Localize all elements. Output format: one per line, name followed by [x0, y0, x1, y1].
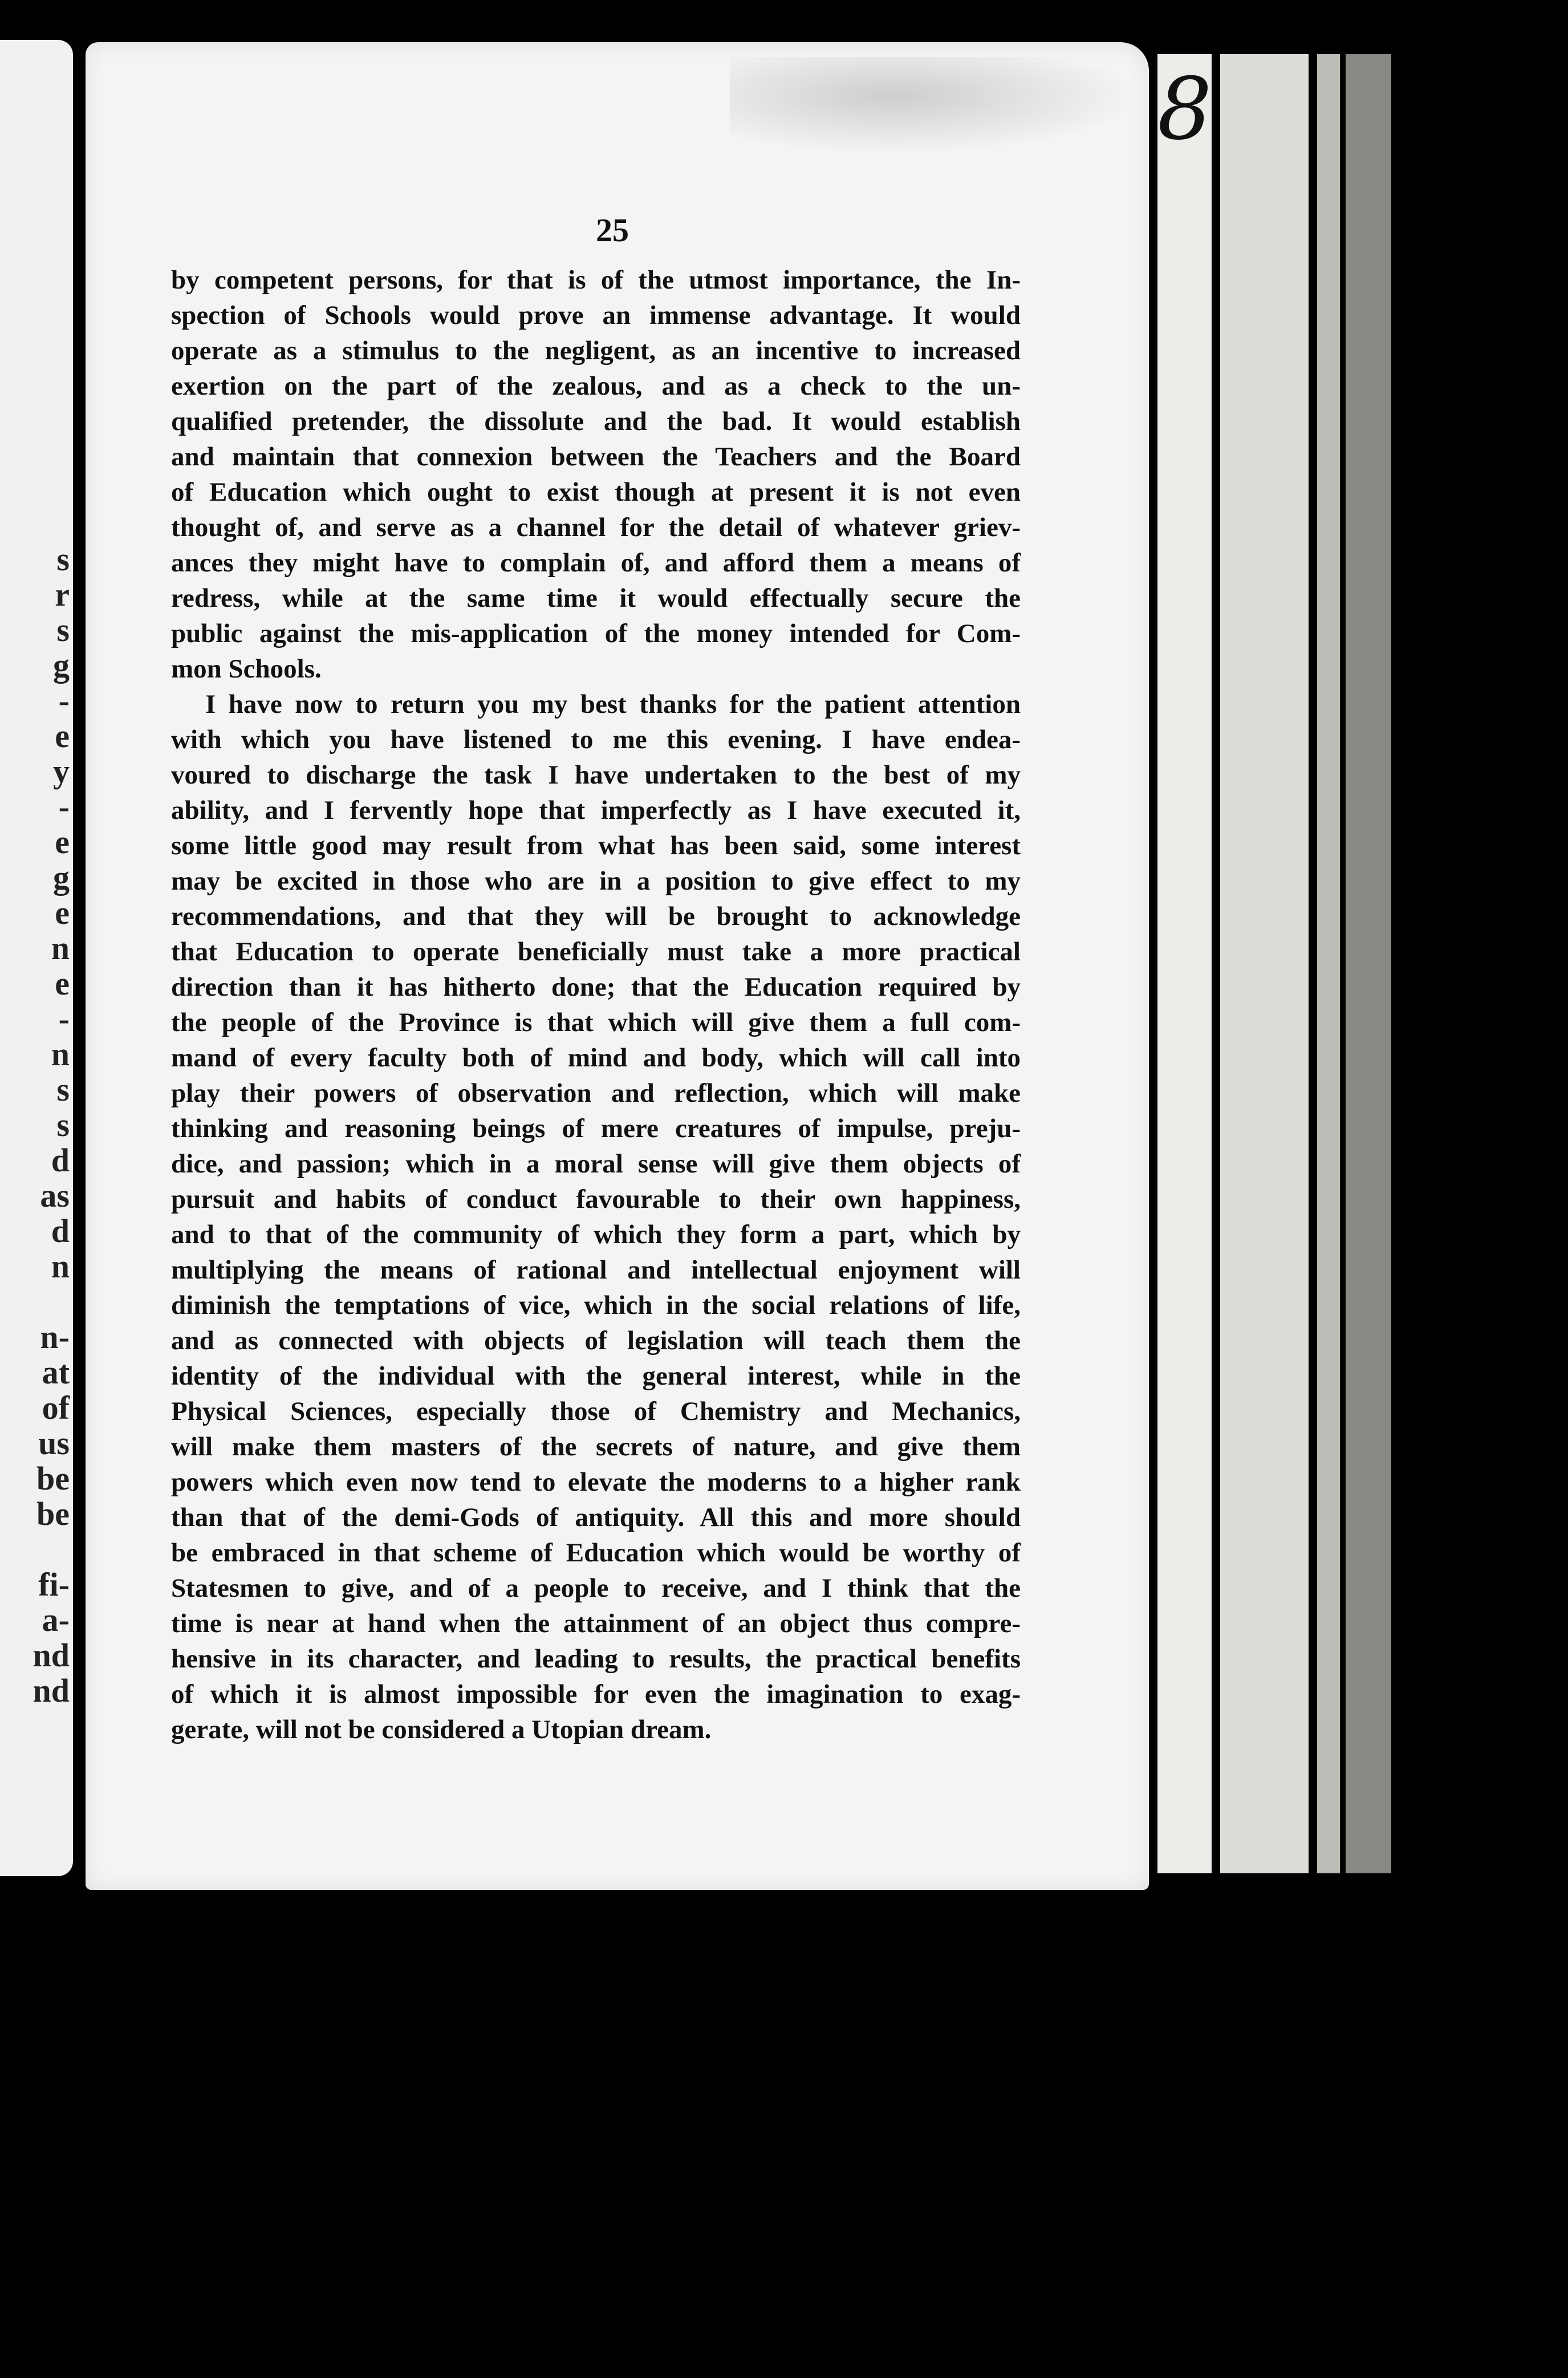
text-line: and maintain that connexion between the Teachers and the Board — [171, 442, 1021, 472]
facing-page-fragment: g — [53, 859, 70, 896]
facing-page-fragment: e — [55, 894, 70, 931]
text-line: thinking and reasoning beings of mere creatures of impulse, preju- — [171, 1114, 1021, 1143]
text-line: some little good may result from what has been said, some interest — [171, 831, 1021, 861]
text-line: hensive in its character, and leading to results, the practical benefits — [171, 1644, 1021, 1674]
facing-page-fragment: n — [51, 1036, 70, 1073]
text-line: voured to discharge the task I have undertaken to the best of my — [171, 760, 1021, 790]
text-line: play their powers of observation and reflection, which will make — [171, 1078, 1021, 1108]
facing-page-fragment: d — [51, 1142, 70, 1179]
facing-page — [0, 40, 73, 1876]
text-line: mon Schools. — [171, 654, 322, 684]
text-line: operate as a stimulus to the negligent, as an incentive to increased — [171, 336, 1021, 366]
text-line: gerate, will not be considered a Utopian dream. — [171, 1715, 712, 1744]
facing-page-fragment: as — [40, 1177, 70, 1214]
text-line: qualified pretender, the dissolute and the bad. It would establish — [171, 407, 1021, 436]
text-line: I have now to return you my best thanks for the patient attention — [205, 689, 1021, 719]
text-line: time is near at hand when the attainment of an object thus compre- — [171, 1609, 1021, 1638]
text-line: by competent persons, for that is of the utmost importance, the In- — [171, 265, 1021, 295]
facing-page-fragment: n- — [40, 1318, 70, 1356]
page-number: 25 — [596, 212, 629, 249]
facing-page-fragment: be — [36, 1495, 70, 1532]
text-line: ability, and I fervently hope that imperfectly as I have executed it, — [171, 796, 1021, 825]
facing-page-fragment: be — [36, 1460, 70, 1497]
text-line: thought of, and serve as a channel for the detail of whatever griev- — [171, 513, 1021, 542]
facing-page-fragment: n — [51, 930, 70, 967]
facing-page-fragment: n — [51, 1248, 70, 1285]
text-line: spection of Schools would prove an immense advantage. It would — [171, 301, 1021, 330]
facing-page-fragment: us — [38, 1425, 70, 1462]
text-line: may be excited in those who are in a position to give effect to my — [171, 866, 1021, 896]
text-line: and to that of the community of which they form a part, which by — [171, 1220, 1021, 1249]
text-line: pursuit and habits of conduct favourable to their own happiness, — [171, 1184, 1021, 1214]
facing-page-fragment: s — [56, 611, 70, 648]
facing-page-fragment: y — [53, 753, 70, 790]
facing-page-fragment: s — [56, 1071, 70, 1108]
facing-page-fragment: g — [53, 647, 70, 684]
text-line: be embraced in that scheme of Education which would be worthy of — [171, 1538, 1021, 1568]
facing-page-fragment — [2, 1284, 70, 1320]
text-line: multiplying the means of rational and intellectual enjoyment will — [171, 1255, 1021, 1285]
facing-page-fragment: fi- — [38, 1566, 70, 1603]
text-line: mand of every faculty both of mind and body, which will call into — [171, 1043, 1021, 1073]
text-line: of Education which ought to exist though at present it is not even — [171, 477, 1021, 507]
text-line: with which you have listened to me this evening. I have endea- — [171, 725, 1021, 754]
facing-page-fragment: nd — [33, 1637, 70, 1674]
text-line: redress, while at the same time it would effectually secure the — [171, 583, 1021, 613]
facing-page-fragment: at — [42, 1354, 70, 1391]
text-line: Statesmen to give, and of a people to receive, and I think that the — [171, 1573, 1021, 1603]
handwritten-folio-mark: 8 — [1157, 60, 1212, 159]
page-stack-edge — [1220, 54, 1309, 1873]
text-line: ances they might have to complain of, and afford them a means of — [171, 548, 1021, 578]
facing-page-fragment — [2, 1532, 70, 1567]
page-stack-edge — [1157, 54, 1212, 1873]
facing-page-fragment: s — [56, 1106, 70, 1143]
facing-page-fragment: s — [56, 541, 70, 578]
facing-page-fragment: e — [55, 717, 70, 754]
text-line: dice, and passion; which in a moral sense will give them objects of — [171, 1149, 1021, 1179]
facing-page-fragment: nd — [33, 1672, 70, 1709]
page-stack-edge — [1317, 54, 1340, 1873]
facing-page-fragment: e — [55, 965, 70, 1002]
text-line: diminish the temptations of vice, which in the social relations of life, — [171, 1291, 1021, 1320]
facing-page-fragment: - — [58, 1000, 70, 1037]
text-line: exertion on the part of the zealous, and as a check to the un- — [171, 371, 1021, 401]
facing-page-fragment: a- — [42, 1601, 70, 1638]
text-line: identity of the individual with the general interest, while in the — [171, 1361, 1021, 1391]
text-line: will make them masters of the secrets of nature, and give them — [171, 1432, 1021, 1462]
body-text — [171, 262, 1021, 1747]
text-line: public against the mis-application of the money intended for Com- — [171, 619, 1021, 648]
text-line: and as connected with objects of legislation will teach them the — [171, 1326, 1021, 1356]
text-line: the people of the Province is that which will give them a full com- — [171, 1008, 1021, 1037]
text-line: powers which even now tend to elevate the moderns to a higher rank — [171, 1467, 1021, 1497]
facing-page-fragment: - — [58, 682, 70, 719]
page-stack-edge — [1346, 54, 1391, 1873]
facing-page-fragment: r — [55, 576, 70, 613]
text-line: direction than it has hitherto done; that the Education required by — [171, 972, 1021, 1002]
page-stain — [730, 57, 1140, 154]
text-line: of which it is almost impossible for even the imagination to exag- — [171, 1679, 1021, 1709]
facing-page-text-fragments — [2, 40, 70, 2378]
facing-page-fragment: d — [51, 1212, 70, 1249]
facing-page-fragment: e — [55, 823, 70, 861]
text-line: than that of the demi-Gods of antiquity. All this and more should — [171, 1503, 1021, 1532]
text-line: Physical Sciences, especially those of Chemistry and Mechanics, — [171, 1397, 1021, 1426]
facing-page-fragment: - — [58, 788, 70, 825]
facing-page-fragment: of — [42, 1389, 70, 1426]
text-line: recommendations, and that they will be brought to acknowledge — [171, 902, 1021, 931]
text-line: that Education to operate beneficially must take a more practical — [171, 937, 1021, 967]
